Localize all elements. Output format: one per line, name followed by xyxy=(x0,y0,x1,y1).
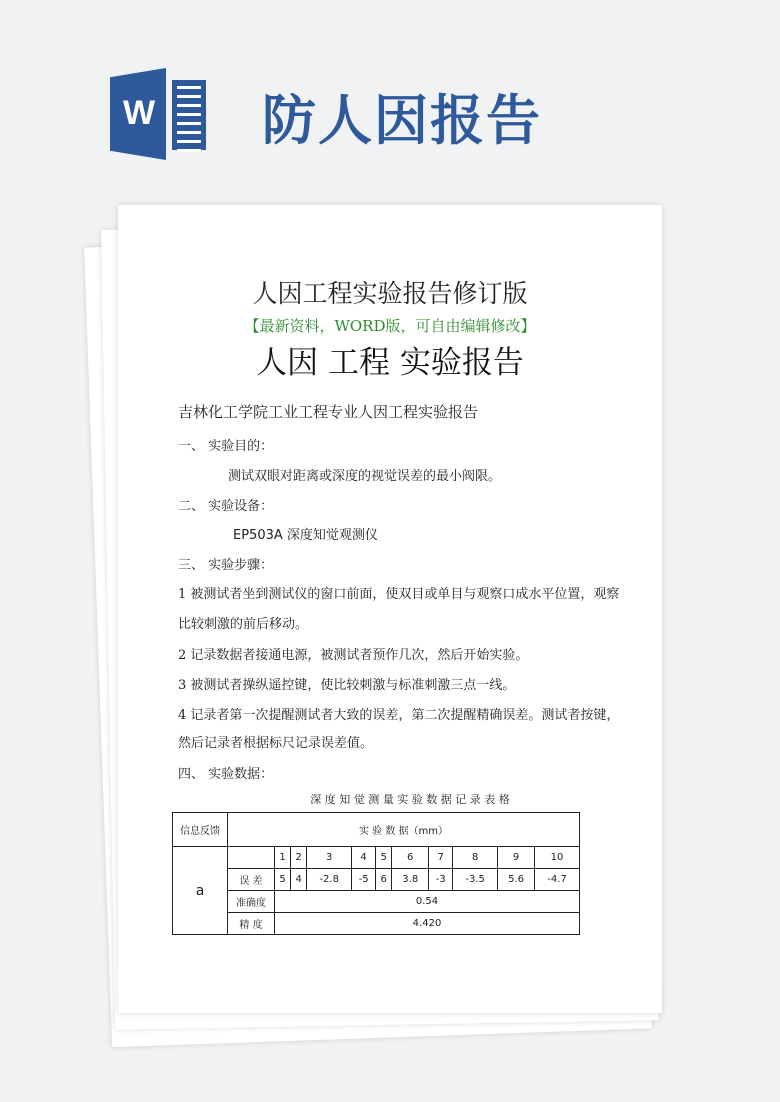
col-header: 4 xyxy=(352,847,376,869)
heading: 吉林化工学院工业工程专业人因工程实验报告 xyxy=(178,403,479,421)
section-1-body: 测试双眼对距离或深度的视觉误差的最小阀限。 xyxy=(228,469,502,484)
step-line: 比较刺激的前后移动。 xyxy=(178,617,309,632)
col-header: 6 xyxy=(392,847,429,869)
banner: 【最新资料，WORD版，可自由编辑修改】 xyxy=(244,317,536,335)
col-header: 7 xyxy=(429,847,453,869)
table-caption: 深 度 知 觉 测 量 实 验 数 据 记 录 表 格 xyxy=(310,793,510,806)
col-header: 1 xyxy=(275,847,291,869)
error-cell: -4.7 xyxy=(535,869,580,891)
row-label: 精 度 xyxy=(228,913,275,935)
section-2-body: EP503A 深度知觉观测仪 xyxy=(233,528,378,543)
error-cell: 4 xyxy=(291,869,307,891)
doc-title: 人因工程实验报告修订版 xyxy=(252,279,528,308)
error-cell: 5.6 xyxy=(498,869,535,891)
step-line: 1 被测试者坐到测试仪的窗口前面，使双目或单目与观察口成水平位置，观察 xyxy=(178,587,620,602)
word-logo-icon: W xyxy=(110,68,208,160)
brand-title: 防人因报告 xyxy=(262,88,542,152)
col-header: 10 xyxy=(535,847,580,869)
error-cell: 5 xyxy=(275,869,291,891)
document-page xyxy=(118,205,662,1013)
section-3: 三、 实验步骤： xyxy=(178,558,274,573)
error-cell: -3 xyxy=(429,869,453,891)
section-1: 一、 实验目的： xyxy=(178,439,274,454)
row-label: 误 差 xyxy=(228,869,275,891)
big-title: 人因 工程 实验报告 xyxy=(256,345,524,381)
error-cell: -5 xyxy=(352,869,376,891)
col-header: 8 xyxy=(453,847,498,869)
step-line: 3 被测试者操纵遥控键，使比较刺激与标准刺激三点一线。 xyxy=(178,678,516,693)
error-cell: 3.8 xyxy=(392,869,429,891)
header-data: 实 验 数 据（mm） xyxy=(228,813,580,847)
error-cell: -2.8 xyxy=(307,869,352,891)
section-2: 二、 实验设备： xyxy=(178,499,274,514)
data-table xyxy=(172,812,580,935)
col-header: 3 xyxy=(307,847,352,869)
accuracy-value: 0.54 xyxy=(275,891,580,913)
step-line: 2 记录数据者接通电源，被测试者预作几次，然后开始实验。 xyxy=(178,648,529,663)
col-header: 2 xyxy=(291,847,307,869)
step-line: 4 记录者第一次提醒测试者大致的误差，第二次提醒精确误差。测试者按键， xyxy=(178,708,620,723)
col-header: 9 xyxy=(498,847,535,869)
col-header: 5 xyxy=(376,847,392,869)
group-label: a xyxy=(173,847,228,935)
error-cell: -3.5 xyxy=(453,869,498,891)
step-line: 然后记录者根据标尺记录误差值。 xyxy=(178,736,374,751)
section-4: 四、 实验数据： xyxy=(178,767,274,782)
row-label: 准确度 xyxy=(228,891,275,913)
precision-value: 4.420 xyxy=(275,913,580,935)
error-cell: 6 xyxy=(376,869,392,891)
header-feedback: 信息反馈 xyxy=(173,813,228,847)
